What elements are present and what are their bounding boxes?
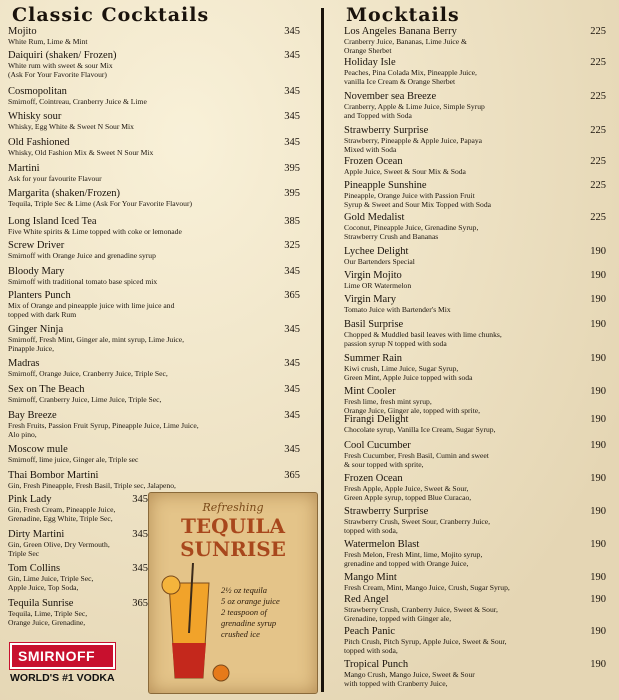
item-price: 225	[590, 57, 606, 68]
item-desc: Gin, Fresh Pineapple, Fresh Basil, Triple sec, Jalapeno,	[8, 481, 176, 490]
item-name: Dirty Martini	[8, 529, 65, 540]
item-name: Frozen Ocean	[344, 156, 403, 167]
item-name: Firangi Delight	[344, 414, 409, 425]
item-name: Gold Medalist	[344, 212, 405, 223]
menu-item	[344, 473, 606, 502]
item-name: Strawberry Surprise	[344, 506, 429, 517]
item-name: Pink Lady	[8, 494, 52, 505]
menu-item	[8, 529, 148, 558]
item-name: Red Angel	[344, 594, 389, 605]
tequila-sunrise-poster	[148, 492, 318, 694]
item-price: 225	[590, 212, 606, 223]
item-price: 190	[590, 473, 606, 484]
item-name: Martini	[8, 163, 40, 174]
item-name: Strawberry Surprise	[344, 125, 429, 136]
item-price: 345	[132, 563, 148, 574]
menu-item	[8, 290, 300, 319]
item-name: Summer Rain	[344, 353, 403, 364]
menu-item	[344, 180, 606, 209]
menu-item	[344, 212, 606, 241]
item-price: 190	[590, 506, 606, 517]
menu-item	[344, 294, 606, 314]
menu-item	[8, 50, 300, 79]
menu-item	[344, 386, 606, 415]
item-name: Margarita (shaken/Frozen)	[8, 188, 121, 199]
menu-item	[344, 91, 606, 120]
poster-graphic	[149, 493, 317, 693]
item-price: 385	[284, 216, 300, 227]
item-desc: Smirnoff with Orange Juice and grenadine syrup	[8, 251, 156, 260]
menu-item	[344, 414, 606, 434]
item-desc: Fresh Cucumber, Fresh Basil, Cumin and sweet & sour topped with sprite,	[344, 451, 489, 469]
item-desc: Mango Crush, Mango Juice, Sweet & Sour with topped with Cranberry Juice,	[344, 670, 475, 688]
item-desc: Pitch Crush, Pitch Syrup, Apple Juice, Sweet & Sour, topped with soda,	[344, 637, 507, 655]
item-desc: Gin, Green Olive, Dry Vermouth, Triple Sec	[8, 540, 110, 558]
menu-item	[344, 659, 606, 688]
item-desc: Whisky, Egg White & Sweet N Sour Mix	[8, 122, 134, 131]
item-price: 345	[284, 410, 300, 421]
item-name: Lychee Delight	[344, 246, 409, 257]
item-name: Virgin Mary	[344, 294, 396, 305]
section-title: Classic Cocktails	[12, 4, 210, 26]
item-name: Basil Surprise	[344, 319, 404, 330]
item-price: 190	[590, 294, 606, 305]
item-desc: Ask for your favourite Flavour	[8, 174, 102, 183]
item-price: 225	[590, 125, 606, 136]
menu-item	[8, 470, 300, 490]
section-title: Mocktails	[346, 4, 460, 26]
menu-item	[8, 111, 300, 131]
menu-item	[344, 506, 606, 535]
item-name: Old Fashioned	[8, 137, 70, 148]
item-name: Mojito	[8, 26, 37, 37]
item-price: 395	[284, 188, 300, 199]
item-desc: Coconut, Pineapple Juice, Grenadine Syrup, Strawberry Crush and Bananas	[344, 223, 479, 241]
item-desc: Smirnoff, Cranberry Juice, Lime Juice, Triple Sec,	[8, 395, 162, 404]
item-name: Cosmopolitan	[8, 86, 67, 97]
item-name: Mango Mint	[344, 572, 397, 583]
item-price: 365	[284, 470, 300, 481]
item-desc: Fresh Cream, Mint, Mango Juice, Crush, Sugar Syrup,	[344, 583, 510, 592]
item-price: 345	[284, 266, 300, 277]
item-desc: Five White spirits & Lime topped with coke or lemonade	[8, 227, 182, 236]
item-desc: Fresh Fruits, Passion Fruit Syrup, Pineapple Juice, Lime Juice, Alo pino,	[8, 421, 199, 439]
menu-item	[344, 156, 606, 176]
menu-item	[344, 353, 606, 382]
recipe-line-4: grenadine syrup	[221, 618, 277, 628]
item-price: 345	[132, 494, 148, 505]
item-price: 345	[284, 86, 300, 97]
menu-item	[344, 440, 606, 469]
item-desc: Strawberry Crush, Sweet Sour, Cranberry Juice, topped with soda,	[344, 517, 491, 535]
menu-item	[344, 594, 606, 623]
item-name: Cool Cucumber	[344, 440, 411, 451]
recipe-line-3: 2 teaspoon of	[221, 607, 267, 617]
menu-item	[8, 598, 148, 627]
item-name: Frozen Ocean	[344, 473, 403, 484]
item-desc: Peaches, Pina Colada Mix, Pineapple Juice, vanilla Ice Cream & Orange Sherbet	[344, 68, 477, 86]
menu-item	[344, 26, 606, 55]
item-price: 345	[284, 444, 300, 455]
item-price: 345	[284, 50, 300, 61]
item-price: 225	[590, 91, 606, 102]
item-price: 345	[284, 26, 300, 37]
item-price: 190	[590, 386, 606, 397]
menu-item	[8, 188, 300, 208]
item-name: November sea Breeze	[344, 91, 437, 102]
item-desc: Tequila, Triple Sec & Lime (Ask For Your Favorite Flavour)	[8, 199, 193, 208]
item-price: 225	[590, 26, 606, 37]
poster-title-line1: TEQUILA	[181, 514, 285, 538]
item-name: Peach Panic	[344, 626, 396, 637]
item-desc: Strawberry, Pineapple & Apple Juice, Papaya Mixed with Soda	[344, 136, 483, 154]
menu-item	[344, 57, 606, 86]
item-desc: Kiwi crush, Lime Juice, Sugar Syrup, Green Mint, Apple Juice topped with soda	[344, 364, 473, 382]
menu-item	[8, 137, 300, 157]
item-desc: Tomato Juice with Bartender's Mix	[344, 305, 451, 314]
menu-item	[8, 240, 300, 260]
item-name: Long Island Iced Tea	[8, 216, 97, 227]
item-desc: Fresh Apple, Apple Juice, Sweet & Sour, Green Apple syrup, topped Blue Curacao,	[344, 484, 472, 502]
item-desc: White Rum, Lime & Mint	[8, 37, 88, 46]
item-desc: Smirnoff, Cointreau, Cranberry Juice & Lime	[8, 97, 147, 106]
item-price: 190	[590, 626, 606, 637]
menu-item	[8, 563, 148, 592]
item-desc: Apple Juice, Sweet & Sour Mix & Soda	[344, 167, 466, 176]
item-price: 345	[284, 324, 300, 335]
item-price: 190	[590, 319, 606, 330]
menu-item	[8, 216, 300, 236]
item-name: Tom Collins	[8, 563, 61, 574]
item-name: Mint Cooler	[344, 386, 396, 397]
item-desc: Cranberry, Apple & Lime Juice, Simple Syrup and Topped with Soda	[344, 102, 485, 120]
item-price: 190	[590, 353, 606, 364]
item-price: 225	[590, 180, 606, 191]
item-desc: Gin, Lime Juice, Triple Sec, Apple Juice, Top Soda,	[8, 574, 94, 592]
item-name: Thai Bombor Martini	[8, 470, 99, 481]
item-desc: Smirnoff, Orange Juice, Cranberry Juice, Triple Sec,	[8, 369, 168, 378]
item-desc: Cranberry Juice, Bananas, Lime Juice & Orange Sherbet	[344, 37, 467, 55]
item-price: 190	[590, 270, 606, 281]
menu-item	[8, 384, 300, 404]
item-price: 365	[132, 598, 148, 609]
cocktail-glass-icon	[162, 563, 229, 681]
brand-badge: SMIRNOFF	[10, 643, 115, 669]
item-name: Tropical Punch	[344, 659, 409, 670]
item-name: Holiday Isle	[344, 57, 396, 68]
menu-item	[8, 26, 300, 46]
item-name: Virgin Mojito	[344, 270, 402, 281]
item-price: 345	[284, 137, 300, 148]
item-desc: Tequila, Lime, Triple Sec, Orange Juice, Grenadine,	[8, 609, 88, 627]
item-price: 190	[590, 440, 606, 451]
menu-item	[8, 494, 148, 523]
smirnoff-logo	[10, 643, 115, 684]
item-desc: White rum with sweet & sour Mix (Ask For Your Favorite Flavour)	[8, 61, 113, 79]
item-desc: Mix of Orange and pineapple juice with lime juice and topped with dark Rum	[8, 301, 175, 319]
item-desc: Strawberry Crush, Cranberry Juice, Sweet & Sour, Grenadine, topped with Ginger ale,	[344, 605, 498, 623]
menu-item	[344, 270, 606, 290]
item-name: Sex on The Beach	[8, 384, 85, 395]
menu-item	[8, 163, 300, 183]
item-price: 345	[284, 384, 300, 395]
item-price: 345	[132, 529, 148, 540]
item-name: Planters Punch	[8, 290, 71, 301]
menu-item	[8, 86, 300, 106]
item-desc: Our Bartenders Special	[344, 257, 415, 266]
item-price: 365	[284, 290, 300, 301]
item-price: 190	[590, 659, 606, 670]
menu-item	[8, 324, 300, 353]
item-desc: Smirnoff, Fresh Mint, Ginger ale, mint syrup, Lime Juice, Pinapple Juice,	[8, 335, 184, 353]
item-desc: Smirnoff, lime juice, Ginger ale, Triple sec	[8, 455, 139, 464]
recipe-line-5: crushed ice	[221, 629, 260, 639]
menu-item	[8, 444, 300, 464]
poster-title-line2: SUNRISE	[180, 537, 286, 561]
menu-item	[8, 266, 300, 286]
item-price: 325	[284, 240, 300, 251]
item-price: 190	[590, 246, 606, 257]
item-price: 190	[590, 572, 606, 583]
recipe-line-2: 5 oz orange juice	[221, 596, 280, 606]
item-name: Pineapple Sunshine	[344, 180, 427, 191]
item-name: Los Angeles Banana Berry	[344, 26, 457, 37]
item-price: 395	[284, 163, 300, 174]
item-name: Daiquiri (shaken/ Frozen)	[8, 50, 117, 61]
item-desc: Smirnoff with traditional tomato base spiced mix	[8, 277, 158, 286]
item-name: Ginger Ninja	[8, 324, 64, 335]
menu-item	[344, 626, 606, 655]
item-desc: Fresh lime, fresh mint syrup, Orange Juice, Ginger ale, topped with sprite,	[344, 397, 481, 415]
item-name: Screw Driver	[8, 240, 65, 251]
menu-item	[344, 319, 606, 348]
item-price: 190	[590, 594, 606, 605]
item-desc: Gin, Fresh Cream, Pineapple Juice, Grenadine, Egg White, Triple Sec,	[8, 505, 116, 523]
item-name: Madras	[8, 358, 40, 369]
item-price: 190	[590, 539, 606, 550]
menu-item	[344, 572, 606, 592]
menu-item	[344, 246, 606, 266]
column-divider	[321, 8, 324, 692]
poster-kicker: Refreshing	[202, 501, 264, 514]
item-desc: Chocolate syrup, Vanilla Ice Cream, Sugar Syrup,	[344, 425, 496, 434]
menu-item	[344, 539, 606, 568]
item-price: 345	[284, 111, 300, 122]
menu-item	[8, 358, 300, 378]
menu-item	[344, 125, 606, 154]
brand-tagline: WORLD'S #1 VODKA	[10, 672, 115, 684]
menu-item	[8, 410, 300, 439]
recipe-line-1: 2½ oz tequila	[221, 585, 268, 595]
item-price: 225	[590, 156, 606, 167]
item-price: 190	[590, 414, 606, 425]
item-name: Tequila Sunrise	[8, 598, 74, 609]
item-desc: Pineapple, Orange Juice with Passion Fruit Syrup & Sweet and Sour Mix Topped with Soda	[344, 191, 491, 209]
item-desc: Chopped & Muddled basil leaves with lime chunks, passion syrup N topped with soda	[344, 330, 502, 348]
item-name: Moscow mule	[8, 444, 68, 455]
item-desc: Fresh Melon, Fresh Mint, lime, Mojito syrup, grenadine and topped with Orange Juice,	[344, 550, 483, 568]
item-desc: Lime OR Watermelon	[344, 281, 412, 290]
item-name: Whisky sour	[8, 111, 62, 122]
item-price: 345	[284, 358, 300, 369]
item-desc: Whisky, Old Fashion Mix & Sweet N Sour Mix	[8, 148, 154, 157]
item-name: Watermelon Blast	[344, 539, 420, 550]
item-name: Bay Breeze	[8, 410, 57, 421]
item-name: Bloody Mary	[8, 266, 65, 277]
